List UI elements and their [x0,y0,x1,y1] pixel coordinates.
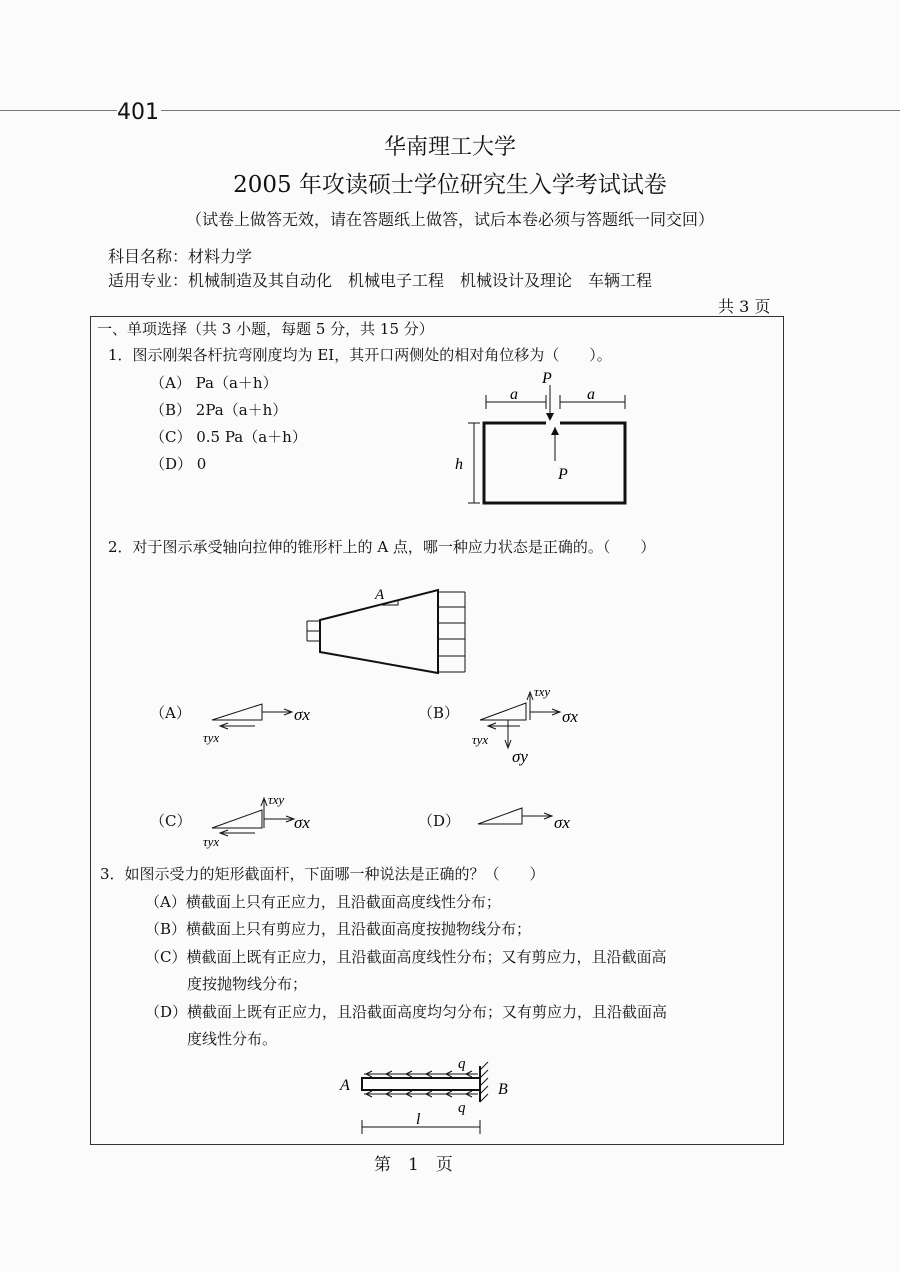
tau-xy-label: τxy [268,792,285,807]
q2-option-a: （A） [150,704,191,722]
sigma-x-label: σx [294,705,310,724]
q3-stem: 3．如图示受力的矩形截面杆，下面哪一种说法是正确的？（ ） [100,865,545,883]
tau-xy-label: τxy [534,684,551,699]
load-q-top: q [458,1056,466,1072]
q3-option-b: （B）横截面上只有剪应力，且沿截面高度按抛物线分布； [145,920,532,938]
sigma-x-label: σx [562,707,578,726]
dim-h: h [455,456,463,473]
sigma-x-label: σx [294,813,310,832]
exam-title: 2005 年攻读硕士学位研究生入学考试试卷 [233,172,667,198]
section-title: 一、单项选择（共 3 小题，每题 5 分，共 15 分） [97,320,434,338]
q3-option-a: （A）横截面上只有正应力，且沿截面高度线性分布； [145,893,501,911]
stress-element-d [470,800,590,840]
sigma-y-label: σy [512,747,528,766]
tau-yx-label: τyx [203,730,220,745]
q2-option-c: （C） [150,812,192,830]
tau-yx-label: τyx [203,834,220,849]
majors: 适用专业：机械制造及其自动化 机械电子工程 机械设计及理论 车辆工程 [108,271,653,290]
university-name: 华南理工大学 [383,135,516,160]
q1-stem: 1．图示刚架各杆抗弯刚度均为 EI，其开口两侧处的相对角位移为（ ）。 [108,346,612,364]
dim-a-right: a [587,386,595,403]
q3-option-d: （D）横截面上既有正应力，且沿截面高度均匀分布；又有剪应力，且沿截面高 [145,1003,668,1021]
q3-option-d-cont: 度线性分布。 [187,1030,278,1048]
q2-option-d: （D） [418,812,461,830]
q2-tapered-bar-figure [300,580,480,680]
load-p-top: P [542,370,552,387]
load-q-bottom: q [458,1100,466,1116]
q2-stem: 2．对于图示承受轴向拉伸的锥形杆上的 A 点，哪一种应力状态是正确的。（ ） [108,538,656,556]
q1-option-b: （B） 2Pa（a＋h） [150,401,288,419]
q1-option-a: （A） Pa（a＋h） [150,374,278,392]
stress-element-c [200,788,330,850]
page-number: 第 1 页 [374,1155,453,1175]
subject-name: 科目名称：材料力学 [108,247,253,266]
q1-option-c: （C） 0.5 Pa（a＋h） [150,428,307,446]
total-pages: 共 3 页 [718,297,771,316]
q2-option-b: （B） [418,704,460,722]
tau-yx-label: τyx [472,732,489,747]
q1-frame-figure [450,365,650,515]
stress-element-a [200,690,330,750]
q1-option-d: （D） 0 [150,455,207,473]
exam-code: 401 [117,100,159,125]
exam-note: （试卷上做答无效，请在答题纸上做答，试后本卷必须与答题纸一同交回） [185,210,714,229]
dim-a-left: a [510,386,518,403]
q3-option-c-cont: 度按抛物线分布； [187,975,308,993]
end-a-label: A [340,1077,350,1094]
stress-element-b [470,684,600,769]
q3-bar-figure [330,1050,530,1140]
sigma-x-label: σx [554,813,570,832]
q3-option-c: （C）横截面上既有正应力，且沿截面高度线性分布；又有剪应力，且沿截面高 [145,948,667,966]
end-b-label: B [498,1081,508,1098]
point-a-label: A [375,587,385,603]
load-p-bottom: P [558,466,568,483]
length-l-label: l [416,1111,421,1128]
